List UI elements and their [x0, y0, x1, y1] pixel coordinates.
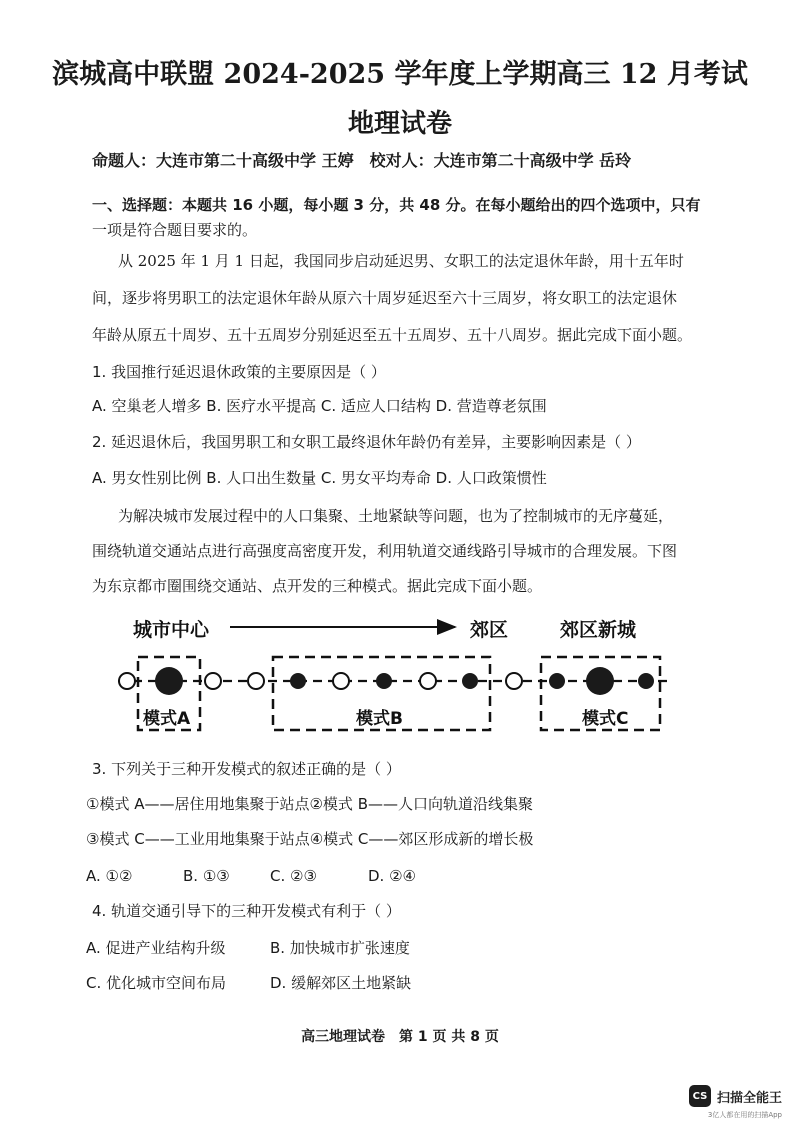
station-open	[205, 673, 221, 689]
station-filled	[376, 673, 392, 689]
material1-line1: 从 2025 年 1 月 1 日起，我国同步启动延迟男、女职工的法定退休年龄，用十五年时	[118, 252, 684, 270]
q3-option-a: A. ①②	[86, 867, 133, 885]
exam-title: 滨城高中联盟 2024-2025 学年度上学期高三 12 月考试	[52, 59, 748, 90]
exam-authors: 命题人：大连市第二十高级中学 王婷 校对人：大连市第二十高级中学 岳玲	[92, 151, 632, 170]
station-filled	[462, 673, 478, 689]
q2-options: A. 男女性别比例 B. 人口出生数量 C. 男女平均寿命 D. 人口政策惯性	[92, 469, 547, 487]
material2-line3: 为东京都市圈围绕交通站、点开发的三种模式。据此完成下面小题。	[92, 577, 543, 595]
q1-options: A. 空巢老人增多 B. 医疗水平提高 C. 适应人口结构 D. 营造尊老氛围	[92, 397, 547, 415]
station-filled	[638, 673, 654, 689]
mode-a-label: 模式A	[143, 709, 191, 729]
section-heading-line1: 一、选择题：本题共 16 小题，每小题 3 分，共 48 分。在每小题给出的四个选项中，只有	[92, 196, 701, 214]
station-open	[506, 673, 522, 689]
section-heading-line2: 一项是符合题目要求的。	[92, 221, 258, 239]
q3-option-c: C. ②③	[270, 867, 317, 885]
q3-option-d: D. ②④	[368, 867, 416, 885]
station-open	[119, 673, 135, 689]
q3-items-3-4: ③模式 C——工业用地集聚于站点④模式 C——郊区形成新的增长极	[86, 830, 534, 848]
station-filled	[549, 673, 565, 689]
q4-stem: 4. 轨道交通引导下的三种开发模式有利于（ ）	[92, 902, 401, 920]
q2-stem: 2. 延迟退休后，我国男职工和女职工最终退休年龄仍有差异，主要影响因素是（ ）	[92, 433, 641, 451]
material1-line3: 年龄从原五十周岁、五十五周岁分别延迟至五十五周岁、五十八周岁。据此完成下面小题。	[92, 326, 693, 344]
station-major	[155, 667, 183, 695]
label-suburb: 郊区	[470, 619, 509, 641]
development-modes-diagram	[0, 600, 800, 750]
station-open	[248, 673, 264, 689]
station-filled	[290, 673, 306, 689]
material1-line2: 间，逐步将男职工的法定退休年龄从原六十周岁延迟至六十三周岁，将女职工的法定退休	[92, 289, 678, 307]
label-new-town: 郊区新城	[560, 619, 637, 641]
material2-line1: 为解决城市发展过程中的人口集聚、土地紧缺等问题，也为了控制城市的无序蔓延，	[118, 507, 674, 525]
q4-option-a: A. 促进产业结构升级	[86, 939, 226, 957]
q3-stem: 3. 下列关于三种开发模式的叙述正确的是（ ）	[92, 760, 401, 778]
q3-items-1-2: ①模式 A——居住用地集聚于站点②模式 B——人口向轨道沿线集聚	[86, 795, 533, 813]
q4-option-c: C. 优化城市空间布局	[86, 974, 227, 992]
station-open	[420, 673, 436, 689]
q4-option-d: D. 缓解郊区土地紧缺	[270, 974, 412, 992]
material2-line2: 围绕轨道交通站点进行高强度高密度开发，利用轨道交通线路引导城市的合理发展。下图	[92, 542, 678, 560]
page-footer: 高三地理试卷 第 1 页 共 8 页	[301, 1029, 499, 1045]
watermark-app-name: 扫描全能王	[716, 1090, 782, 1106]
q3-option-b: B. ①③	[183, 867, 230, 885]
watermark-tagline: 3亿人都在用的扫描App	[707, 1111, 782, 1119]
exam-subtitle: 地理试卷	[347, 109, 452, 139]
station-open	[333, 673, 349, 689]
label-city-center: 城市中心	[133, 619, 210, 641]
station-major	[586, 667, 614, 695]
camscanner-logo-icon: CS	[689, 1085, 711, 1107]
q4-option-b: B. 加快城市扩张速度	[270, 939, 410, 957]
scanner-watermark	[689, 1085, 782, 1107]
mode-c-label: 模式C	[582, 709, 629, 729]
q1-stem: 1. 我国推行延迟退休政策的主要原因是（ ）	[92, 363, 386, 381]
mode-b-label: 模式B	[356, 709, 403, 729]
